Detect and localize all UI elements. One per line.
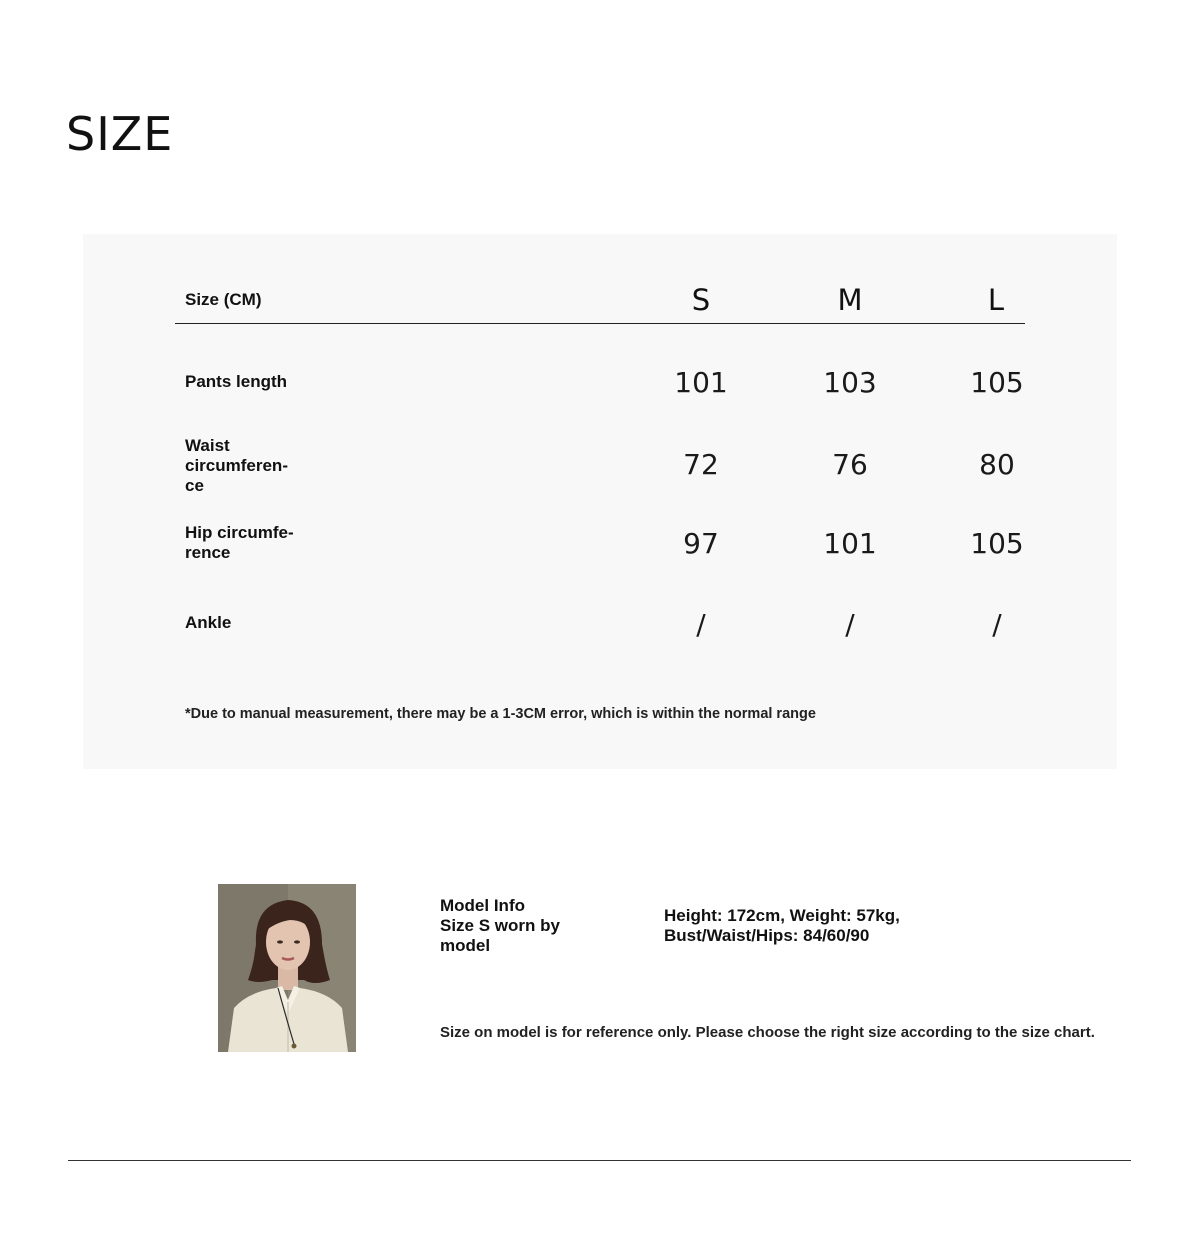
model-measurements: Bust/Waist/Hips: 84/60/90 <box>664 926 870 945</box>
header-divider <box>175 323 1025 324</box>
bottom-divider <box>68 1160 1131 1161</box>
size-column-s: S <box>691 283 711 317</box>
model-stats <box>664 906 964 946</box>
table-cell: 101 <box>674 366 728 399</box>
table-cell: 76 <box>832 448 868 481</box>
table-cell: 72 <box>683 448 719 481</box>
model-portrait-illustration <box>218 884 356 1052</box>
table-cell: / <box>992 608 1002 641</box>
model-info-heading <box>440 896 610 956</box>
size-header-label: Size (CM) <box>185 290 262 309</box>
row-label-pants-length: Pants length <box>185 372 288 391</box>
size-column-m: M <box>837 283 863 317</box>
table-cell: 105 <box>970 527 1024 560</box>
measurement-note: *Due to manual measurement, there may be a 1-3CM error, which is within the normal range <box>185 706 816 722</box>
table-cell: / <box>845 608 855 641</box>
size-column-l: L <box>987 283 1005 317</box>
table-cell: 80 <box>979 448 1015 481</box>
page-title: SIZE <box>66 107 174 161</box>
model-info-title: Model Info <box>440 896 525 915</box>
model-size-worn: Size S worn by model <box>440 916 560 955</box>
table-cell: 97 <box>683 527 719 560</box>
model-reference-note: Size on model is for reference only. Please choose the right size according to the size chart. <box>440 1024 1095 1041</box>
model-photo <box>218 884 356 1052</box>
table-cell: 105 <box>970 366 1024 399</box>
table-cell: 101 <box>823 527 877 560</box>
row-label-hip: Hip circumfe- rence <box>185 523 294 562</box>
model-height-weight: Height: 172cm, Weight: 57kg, <box>664 906 900 925</box>
table-cell: 103 <box>823 366 877 399</box>
table-cell: / <box>696 608 706 641</box>
row-label-ankle: Ankle <box>185 613 232 632</box>
size-table-panel <box>83 234 1117 769</box>
row-label-waist: Waist circumferen- ce <box>185 436 288 495</box>
